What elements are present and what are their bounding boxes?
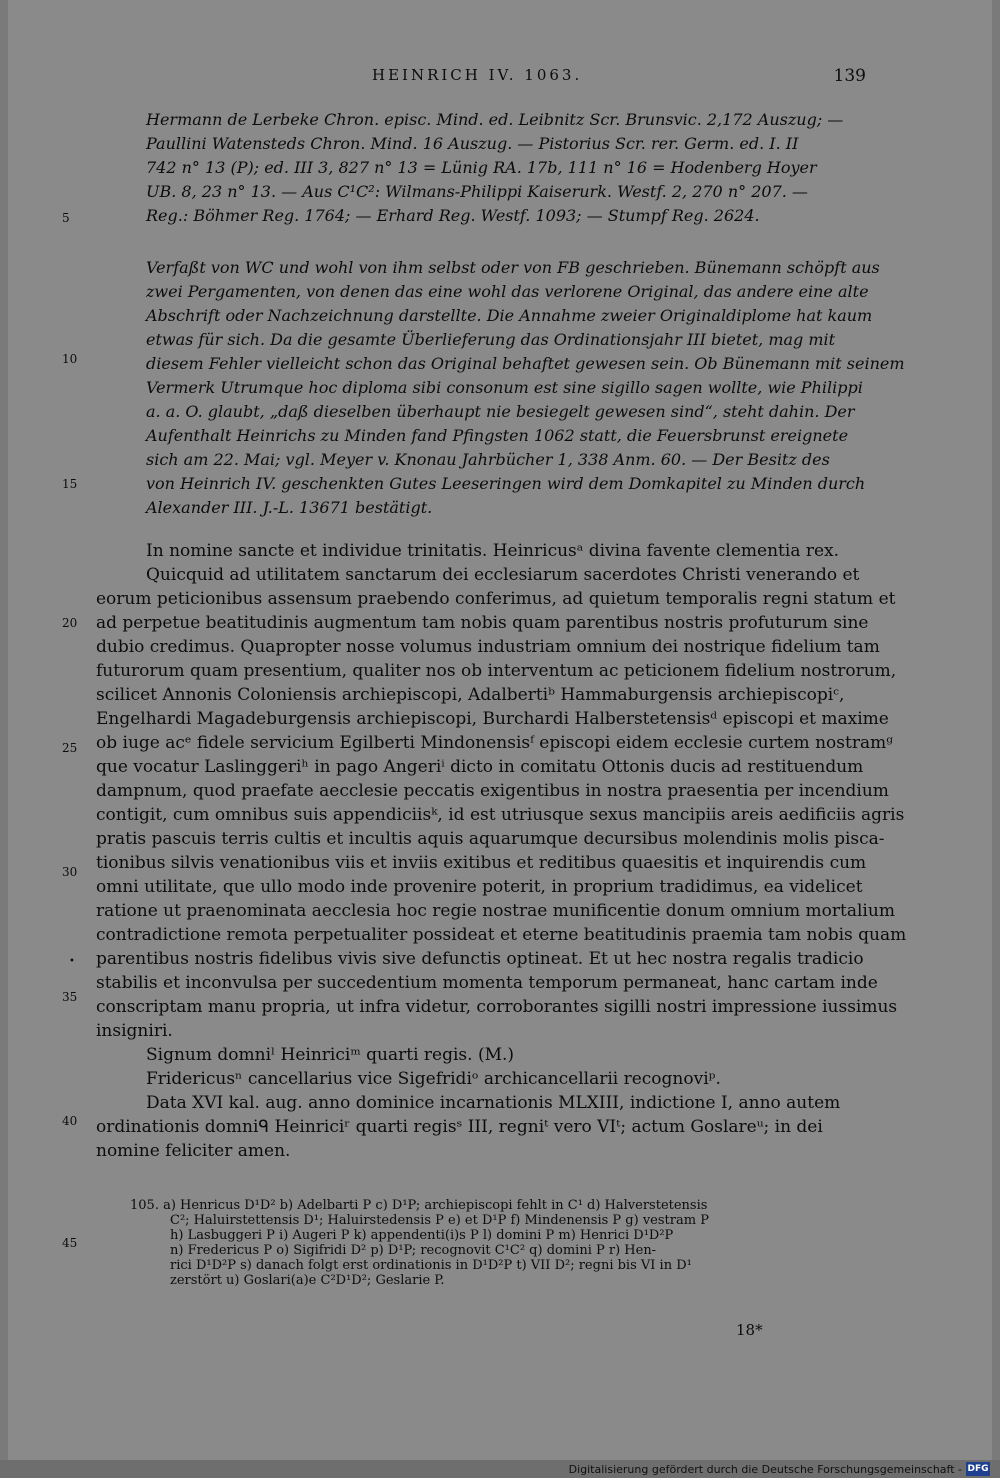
charter-line: dubio credimus. Quapropter nosse volumus industriam omnium dei nostrique fidelium tam <box>96 637 880 657</box>
line-number: 20 <box>62 616 78 630</box>
charter-line: tionibus silvis venationibus viis et inviis exitibus et reditibus quaesitis et inquirendis cum <box>96 853 867 873</box>
dating-line: Data XVI kal. aug. anno dominice incarnationis MLXIII, indictione I, anno autem <box>146 1093 841 1113</box>
charter-line: Quicquid ad utilitatem sanctarum dei ecclesiarum sacerdotes Christi venerando et <box>146 565 860 585</box>
commentary-line: Abschrift oder Nachzeichnung darstellte. Die Annahme zweier Originaldiplome hat kaum <box>146 306 873 325</box>
commentary-line: von Heinrich IV. geschenkten Gutes Leeseringen wird dem Domkapitel zu Minden durch <box>146 474 866 493</box>
literature-line: 742 n° 13 (P); ed. III 3, 827 n° 13 = Lünig RA. 17b, 111 n° 16 = Hodenberg Hoyer <box>146 158 817 177</box>
commentary-line: etwas für sich. Da die gesamte Überlieferung das Ordinationsjahr III bietet, mag mit <box>146 330 836 349</box>
commentary-line: diesem Fehler vielleicht schon das Original behaftet gewesen sein. Ob Bünemann mit seinem <box>146 354 905 373</box>
charter-line: futurorum quam presentium, qualiter nos ob interventum ac peticionem fidelium nostrorum, <box>96 661 897 681</box>
line-number: 10 <box>62 352 78 366</box>
charter-line: dampnum, quod praefate aecclesie peccatis exigentibus in nostra praesentia per incendium <box>96 781 889 801</box>
charter-line: que vocatur Laslinggeriʰ in pago Angeriⁱ dicto in comitatu Ottonis ducis ad restituendum <box>96 757 864 777</box>
line-number: 5 <box>62 211 70 225</box>
running-head: HEINRICH IV. 1063. <box>372 66 583 84</box>
commentary-line: zwei Pergamenten, von denen das eine wohl das verlorene Original, das andere eine alte <box>146 282 869 301</box>
charter-line: ad perpetue beatitudinis augmentum tam nobis quam parentibus nostris profuturum sine <box>96 613 869 633</box>
dating-line: nomine feliciter amen. <box>96 1141 291 1161</box>
line-number: 40 <box>62 1114 78 1128</box>
charter-line: scilicet Annonis Coloniensis archiepiscopi, Adalbertiᵇ Hammaburgensis archiepiscopiᶜ, <box>96 685 845 705</box>
dating-line: ordinationis domniᑫ Heinriciʳ quarti regisˢ III, regniᵗ vero VIᵗ; actum Goslareᵘ; in dei <box>96 1117 823 1137</box>
signum-line: Signum domniˡ Heinriciᵐ quarti regis. (M.) <box>146 1045 515 1065</box>
charter-line: conscriptam manu propria, ut infra videtur, corroborantes sigilli nostri impressione iussimus <box>96 997 898 1017</box>
footnote-line: 105. a) Henricus D¹D² b) Adelbarti P c) D¹P; archiepiscopi fehlt in C¹ d) Halverstetensis <box>130 1198 708 1213</box>
line-number: 30 <box>62 865 78 879</box>
recognition-line: Fridericusⁿ cancellarius vice Sigefridiᵒ archicancellarii recognoviᵖ. <box>146 1069 721 1089</box>
charter-line: eorum peticionibus assensum praebendo conferimus, ad quietum temporalis regni statum et <box>96 589 896 609</box>
charter-line: omni utilitate, que ullo modo inde provenire poterit, in proprium tradidimus, ea videlicet <box>96 877 863 897</box>
commentary-line: Alexander III. J.-L. 13671 bestätigt. <box>146 498 433 517</box>
commentary-line: Verfaßt von WC und wohl von ihm selbst oder von FB geschrieben. Bünemann schöpft aus <box>146 258 880 277</box>
charter-line: ratione ut praenominata aecclesia hoc regie nostrae munificentie donum omnium mortalium <box>96 901 895 921</box>
commentary-line: sich am 22. Mai; vgl. Meyer v. Knonau Jahrbücher 1, 338 Anm. 60. — Der Besitz des <box>146 450 830 469</box>
line-number: 35 <box>62 990 78 1004</box>
footnote-line: C²; Haluirstettensis D¹; Haluirstedensis P e) et D¹P f) Mindenensis P g) vestram P <box>170 1213 709 1228</box>
charter-line: In nomine sancte et individue trinitatis. Heinricusᵃ divina favente clementia rex. <box>146 541 840 561</box>
commentary-line: Aufenthalt Heinrichs zu Minden fand Pfingsten 1062 statt, die Feuersbrunst ereignete <box>146 426 849 445</box>
literature-line: Reg.: Böhmer Reg. 1764; — Erhard Reg. Westf. 1093; — Stumpf Reg. 2624. <box>146 206 760 225</box>
line-number: 15 <box>62 477 78 491</box>
charter-line: contradictione remota perpetualiter possideat et eterne beatitudinis praemia tam nobis quam <box>96 925 907 945</box>
dfg-logo-icon: DFG <box>967 1464 989 1474</box>
literature-line: Hermann de Lerbeke Chron. episc. Mind. ed. Leibnitz Scr. Brunsvic. 2,172 Auszug; — <box>146 110 844 129</box>
footnote-line: n) Fredericus P o) Sigifridi D² p) D¹P; recognovit C¹C² q) domini P r) Hen- <box>170 1243 657 1258</box>
margin-dot: • <box>69 956 75 967</box>
footnote-line: h) Lasbuggeri P i) Augeri P k) appendenti(i)s P l) domini P m) Henrici D¹D²P <box>170 1228 674 1243</box>
charter-line: ob iuge acᵉ fidele servicium Egilberti Mindonensisᶠ episcopi eidem ecclesie curtem nostramᵍ <box>96 733 893 753</box>
literature-line: Paullini Watensteds Chron. Mind. 16 Auszug. — Pistorius Scr. rer. Germ. ed. I. II <box>146 134 799 153</box>
line-number: 45 <box>62 1236 78 1250</box>
commentary-line: a. a. O. glaubt, „daß dieselben überhaupt nie besiegelt gewesen sind“, steht dahin. Der <box>146 402 855 421</box>
footer-credit: Digitalisierung gefördert durch die Deutsche Forschungsgemeinschaft - <box>568 1463 962 1476</box>
charter-line: insigniri. <box>96 1021 173 1041</box>
page-number: 139 <box>833 66 866 86</box>
footnote-line: rici D¹D²P s) danach folgt erst ordinationis in D¹D²P t) VII D²; regni bis VI in D¹ <box>170 1258 692 1273</box>
charter-line: Engelhardi Magadeburgensis archiepiscopi, Burchardi Halberstetensisᵈ episcopi et maxime <box>96 709 889 729</box>
line-number: 25 <box>62 741 78 755</box>
footnote-line: zerstört u) Goslari(a)e C²D¹D²; Geslarie P. <box>170 1273 445 1288</box>
charter-line: contigit, cum omnibus suis appendiciisᵏ, id est utriusque sexus mancipiis areis aedificiis agris <box>96 805 905 825</box>
charter-line: pratis pascuis terris cultis et incultis aquis aquarumque decursibus molendinis molis pisca- <box>96 829 885 849</box>
commentary-line: Vermerk Utrumque hoc diploma sibi consonum est sine sigillo sagen wollte, wie Philippi <box>146 378 863 397</box>
page-header <box>0 66 1000 92</box>
charter-line: parentibus nostris fidelibus vivis sive defunctis optineat. Et ut hec nostra regalis tradicio <box>96 949 864 969</box>
literature-line: UB. 8, 23 n° 13. — Aus C¹C²: Wilmans-Philippi Kaiserurk. Westf. 2, 270 n° 207. — <box>146 182 808 201</box>
signature-mark: 18* <box>736 1321 763 1339</box>
charter-line: stabilis et inconvulsa per succedentium momenta temporum permaneat, hanc cartam inde <box>96 973 878 993</box>
